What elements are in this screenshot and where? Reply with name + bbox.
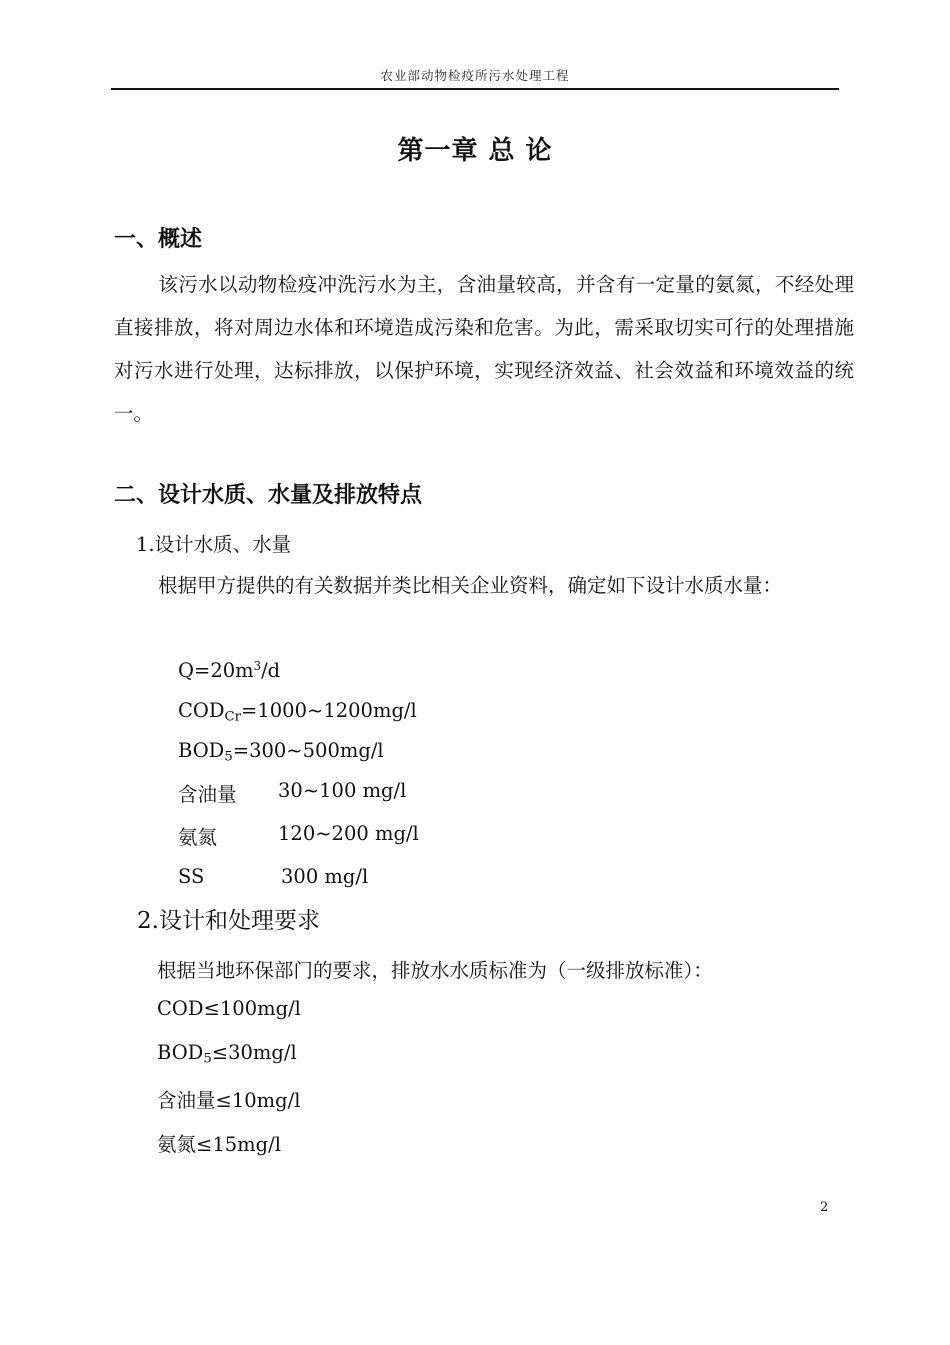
- design-intro-text: 根据甲方提供的有关数据并类比相关企业资料，确定如下设计水质水量：: [158, 574, 783, 597]
- param-nh-label: 氨氮: [178, 826, 218, 849]
- param-cod: $COD_{Cr}=1000\sim 1200mg/l$: [178, 699, 417, 725]
- param-bod: $BOD_5=300\sim 500mg/l$: [178, 739, 384, 765]
- section-heading-design: 二、设计水质、水量及排放特点: [114, 483, 423, 508]
- subsection-heading-quality: 1.设计水质、水量: [136, 533, 292, 556]
- param-nh-value: 120~200 mg/l: [278, 822, 419, 845]
- header-rule: [111, 88, 839, 90]
- running-header: 农业部动物检疫所污水处理工程: [380, 68, 570, 83]
- param-ss-value: 300 mg/l: [281, 865, 369, 888]
- subsection-heading-requirements: 2.设计和处理要求: [137, 908, 320, 934]
- page-number: 2: [820, 1200, 829, 1215]
- param-oil-value: 30~100 mg/l: [278, 779, 407, 802]
- req-nh: 氨氮≤15mg/l: [157, 1133, 281, 1156]
- req-oil: 含油量≤10mg/l: [157, 1089, 301, 1112]
- design-intro-paragraph: [114, 564, 854, 607]
- section-heading-overview: 一、概述: [114, 227, 203, 252]
- chapter-title: 第一章 总 论: [397, 136, 553, 166]
- requirements-intro: 根据当地环保部门的要求，排放水水质标准为（一级排放标准）：: [157, 959, 713, 982]
- req-cod: COD≤100mg/l: [157, 997, 301, 1020]
- overview-paragraph: [114, 263, 854, 435]
- overview-text: 该污水以动物检疫冲洗污水为主，含油量较高，并含有一定量的氨氮，不经处理直接排放，将对周边水体和环境造成污染和危害。为此，需采取切实可行的处理措施对污水进行处理，达标排放，以保护环境，实现经济效益、社会效益和环境效益的统一。: [114, 273, 854, 425]
- req-bod: $BOD_5\le 30mg/l$: [157, 1041, 297, 1067]
- param-flow: $Q=20m^3/d$: [178, 659, 281, 683]
- param-ss-label: SS: [178, 865, 205, 888]
- param-oil-label: 含油量: [178, 783, 237, 806]
